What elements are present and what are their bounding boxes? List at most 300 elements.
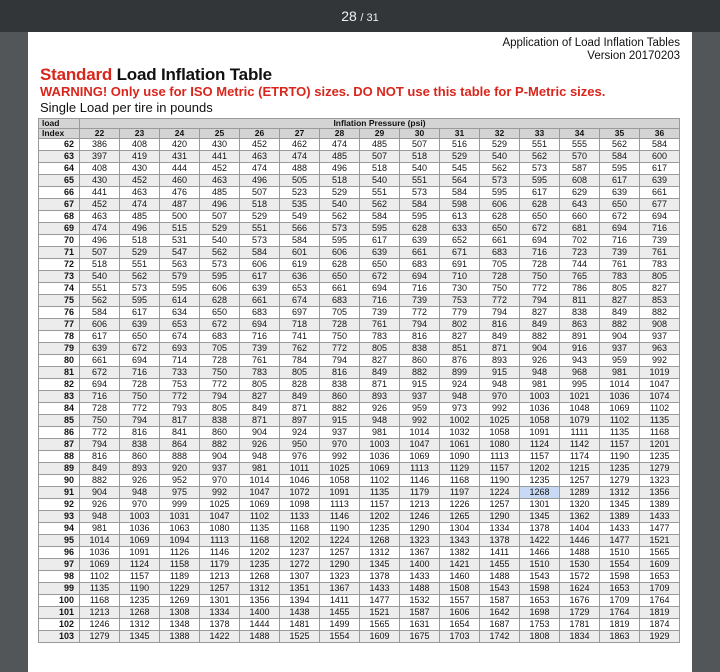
load-value-cell[interactable]: 1102 [600,415,640,427]
load-value-cell[interactable]: 783 [600,271,640,283]
load-value-cell[interactable]: 1781 [560,619,600,631]
load-value-cell[interactable]: 750 [320,331,360,343]
load-value-cell[interactable]: 1279 [80,631,120,643]
load-value-cell[interactable]: 595 [360,223,400,235]
load-value-cell[interactable]: 500 [160,211,200,223]
load-value-cell[interactable]: 871 [280,403,320,415]
load-value-cell[interactable]: 584 [640,139,680,151]
load-value-cell[interactable]: 628 [520,199,560,211]
load-value-cell[interactable]: 1764 [640,595,680,607]
load-value-cell[interactable]: 1124 [120,559,160,571]
load-value-cell[interactable]: 1268 [520,487,560,499]
load-value-cell[interactable]: 1290 [320,559,360,571]
load-value-cell[interactable]: 639 [120,319,160,331]
load-value-cell[interactable]: 1320 [560,499,600,511]
load-value-cell[interactable]: 920 [160,463,200,475]
load-value-cell[interactable]: 1356 [240,595,280,607]
load-value-cell[interactable]: 1224 [480,487,520,499]
load-value-cell[interactable]: 1675 [400,631,440,643]
load-value-cell[interactable]: 617 [640,163,680,175]
load-value-cell[interactable]: 1257 [200,583,240,595]
load-value-cell[interactable]: 802 [440,319,480,331]
load-value-cell[interactable]: 444 [160,163,200,175]
load-value-cell[interactable]: 1237 [280,547,320,559]
load-value-cell[interactable]: 1202 [520,463,560,475]
load-value-cell[interactable]: 1312 [120,619,160,631]
load-value-cell[interactable]: 1157 [480,463,520,475]
load-value-cell[interactable]: 1687 [480,619,520,631]
load-value-cell[interactable]: 601 [280,247,320,259]
load-value-cell[interactable]: 683 [200,331,240,343]
load-value-cell[interactable]: 1400 [400,559,440,571]
load-value-cell[interactable]: 827 [600,295,640,307]
load-value-cell[interactable]: 1031 [160,511,200,523]
load-value-cell[interactable]: 992 [200,487,240,499]
load-value-cell[interactable]: 716 [600,235,640,247]
load-value-cell[interactable]: 540 [320,199,360,211]
load-value-cell[interactable]: 750 [520,271,560,283]
load-value-cell[interactable]: 485 [200,187,240,199]
load-value-cell[interactable]: 1565 [640,547,680,559]
load-value-cell[interactable]: 897 [280,415,320,427]
load-value-cell[interactable]: 948 [80,511,120,523]
load-value-cell[interactable]: 1642 [480,607,520,619]
load-value-cell[interactable]: 584 [400,199,440,211]
load-value-cell[interactable]: 619 [280,259,320,271]
load-value-cell[interactable]: 1157 [520,451,560,463]
load-value-cell[interactable]: 672 [120,343,160,355]
load-value-cell[interactable]: 702 [560,235,600,247]
load-value-cell[interactable]: 579 [160,271,200,283]
load-value-cell[interactable]: 617 [80,331,120,343]
load-value-cell[interactable]: 1124 [520,439,560,451]
load-value-cell[interactable]: 463 [80,211,120,223]
load-value-cell[interactable]: 1466 [520,547,560,559]
load-value-cell[interactable]: 672 [600,211,640,223]
load-value-cell[interactable]: 876 [440,355,480,367]
load-value-cell[interactable]: 1080 [200,523,240,535]
load-value-cell[interactable]: 694 [360,283,400,295]
load-value-cell[interactable]: 959 [400,403,440,415]
load-value-cell[interactable]: 1202 [280,535,320,547]
load-value-cell[interactable]: 570 [560,151,600,163]
load-value-cell[interactable]: 408 [80,163,120,175]
load-value-cell[interactable]: 529 [320,187,360,199]
load-value-cell[interactable]: 1362 [560,511,600,523]
load-value-cell[interactable]: 1157 [120,571,160,583]
load-value-cell[interactable]: 827 [360,355,400,367]
load-value-cell[interactable]: 1257 [320,547,360,559]
load-value-cell[interactable]: 677 [640,199,680,211]
load-value-cell[interactable]: 551 [360,187,400,199]
load-value-cell[interactable]: 518 [320,175,360,187]
load-value-cell[interactable]: 1268 [120,607,160,619]
load-value-cell[interactable]: 496 [200,199,240,211]
load-value-cell[interactable]: 661 [400,247,440,259]
load-value-cell[interactable]: 694 [640,211,680,223]
load-value-cell[interactable]: 860 [320,391,360,403]
load-value-cell[interactable]: 430 [120,163,160,175]
load-value-cell[interactable]: 1508 [440,583,480,595]
load-value-cell[interactable]: 652 [440,235,480,247]
load-value-cell[interactable]: 1382 [440,547,480,559]
load-value-cell[interactable]: 595 [400,211,440,223]
load-value-cell[interactable]: 1481 [280,619,320,631]
load-value-cell[interactable]: 937 [320,427,360,439]
load-value-cell[interactable]: 1334 [480,523,520,535]
load-value-cell[interactable]: 1235 [600,463,640,475]
load-value-cell[interactable]: 573 [400,187,440,199]
load-value-cell[interactable]: 452 [80,199,120,211]
load-value-cell[interactable]: 741 [280,331,320,343]
load-value-cell[interactable]: 739 [600,247,640,259]
load-value-cell[interactable]: 1334 [200,607,240,619]
load-value-cell[interactable]: 772 [520,283,560,295]
load-value-cell[interactable]: 733 [160,367,200,379]
load-value-cell[interactable]: 529 [200,223,240,235]
load-value-cell[interactable]: 1036 [120,523,160,535]
load-value-cell[interactable]: 563 [160,259,200,271]
load-value-cell[interactable]: 811 [560,295,600,307]
load-value-cell[interactable]: 728 [120,379,160,391]
load-value-cell[interactable]: 507 [400,139,440,151]
load-value-cell[interactable]: 1113 [320,499,360,511]
load-value-cell[interactable]: 1455 [320,607,360,619]
load-value-cell[interactable]: 761 [640,247,680,259]
load-value-cell[interactable]: 1345 [360,559,400,571]
load-value-cell[interactable]: 871 [240,415,280,427]
load-value-cell[interactable]: 496 [320,163,360,175]
load-value-cell[interactable]: 1098 [280,499,320,511]
load-value-cell[interactable]: 584 [280,235,320,247]
load-value-cell[interactable]: 926 [360,403,400,415]
load-value-cell[interactable]: 697 [280,307,320,319]
load-value-cell[interactable]: 1312 [360,547,400,559]
load-value-cell[interactable]: 816 [480,319,520,331]
load-value-cell[interactable]: 562 [480,163,520,175]
load-value-cell[interactable]: 1229 [160,583,200,595]
load-value-cell[interactable]: 1438 [280,607,320,619]
load-value-cell[interactable]: 1102 [640,403,680,415]
load-value-cell[interactable]: 1510 [520,559,560,571]
load-value-cell[interactable]: 1135 [640,415,680,427]
load-value-cell[interactable]: 1072 [280,487,320,499]
load-value-cell[interactable]: 1113 [480,451,520,463]
load-value-cell[interactable]: 981 [520,379,560,391]
load-value-cell[interactable]: 628 [480,211,520,223]
load-value-cell[interactable]: 1025 [320,463,360,475]
load-value-cell[interactable]: 1477 [600,535,640,547]
load-value-cell[interactable]: 515 [160,223,200,235]
load-value-cell[interactable]: 1587 [480,595,520,607]
load-value-cell[interactable]: 1433 [400,571,440,583]
load-value-cell[interactable]: 937 [640,331,680,343]
load-value-cell[interactable]: 1168 [280,523,320,535]
load-value-cell[interactable]: 1025 [200,499,240,511]
load-value-cell[interactable]: 992 [400,415,440,427]
load-value-cell[interactable]: 562 [360,199,400,211]
load-value-cell[interactable]: 606 [320,247,360,259]
load-value-cell[interactable]: 871 [480,343,520,355]
load-value-cell[interactable]: 816 [400,331,440,343]
load-value-cell[interactable]: 1102 [360,475,400,487]
load-value-cell[interactable]: 828 [280,379,320,391]
load-value-cell[interactable]: 540 [200,235,240,247]
load-value-cell[interactable]: 1168 [240,535,280,547]
load-value-cell[interactable]: 1074 [640,391,680,403]
load-value-cell[interactable]: 485 [360,139,400,151]
load-value-cell[interactable]: 1113 [400,463,440,475]
load-value-cell[interactable]: 1709 [600,595,640,607]
load-value-cell[interactable]: 566 [280,223,320,235]
load-value-cell[interactable]: 761 [240,355,280,367]
load-value-cell[interactable]: 1308 [160,607,200,619]
load-value-cell[interactable]: 1135 [600,427,640,439]
load-value-cell[interactable]: 1135 [240,523,280,535]
load-value-cell[interactable]: 1179 [400,487,440,499]
load-value-cell[interactable]: 816 [320,367,360,379]
load-value-cell[interactable]: 555 [560,139,600,151]
load-value-cell[interactable]: 1929 [640,631,680,643]
load-value-cell[interactable]: 683 [400,259,440,271]
load-value-cell[interactable]: 549 [280,211,320,223]
load-value-cell[interactable]: 1819 [640,607,680,619]
load-value-cell[interactable]: 1301 [200,595,240,607]
load-value-cell[interactable]: 849 [280,391,320,403]
load-value-cell[interactable]: 1304 [440,523,480,535]
load-value-cell[interactable]: 1394 [280,595,320,607]
load-value-cell[interactable]: 674 [280,295,320,307]
load-value-cell[interactable]: 1598 [520,583,560,595]
load-value-cell[interactable]: 1268 [360,535,400,547]
load-value-cell[interactable]: 562 [600,139,640,151]
current-page[interactable]: 28 [341,8,357,24]
load-value-cell[interactable]: 1742 [480,631,520,643]
load-value-cell[interactable]: 1102 [240,511,280,523]
load-value-cell[interactable]: 1025 [480,415,520,427]
load-value-cell[interactable]: 1388 [160,631,200,643]
load-value-cell[interactable]: 1174 [560,451,600,463]
load-value-cell[interactable]: 805 [360,343,400,355]
load-value-cell[interactable]: 864 [160,439,200,451]
load-value-cell[interactable]: 1257 [560,475,600,487]
load-value-cell[interactable]: 992 [480,403,520,415]
load-value-cell[interactable]: 981 [80,523,120,535]
load-value-cell[interactable]: 485 [120,211,160,223]
load-value-cell[interactable]: 1235 [640,451,680,463]
load-value-cell[interactable]: 496 [120,223,160,235]
load-value-cell[interactable]: 948 [520,367,560,379]
load-value-cell[interactable]: 529 [440,151,480,163]
load-value-cell[interactable]: 694 [240,319,280,331]
load-value-cell[interactable]: 1554 [320,631,360,643]
load-value-cell[interactable]: 915 [320,415,360,427]
load-value-cell[interactable]: 1102 [80,571,120,583]
load-value-cell[interactable]: 705 [320,307,360,319]
load-value-cell[interactable]: 430 [80,175,120,187]
load-value-cell[interactable]: 1003 [360,439,400,451]
load-value-cell[interactable]: 948 [480,379,520,391]
load-value-cell[interactable]: 643 [560,199,600,211]
load-value-cell[interactable]: 1863 [600,631,640,643]
load-value-cell[interactable]: 1047 [200,511,240,523]
load-value-cell[interactable]: 463 [120,187,160,199]
load-value-cell[interactable]: 882 [400,367,440,379]
load-value-cell[interactable]: 1676 [560,595,600,607]
load-value-cell[interactable]: 545 [440,163,480,175]
load-value-cell[interactable]: 882 [520,331,560,343]
load-value-cell[interactable]: 1446 [560,535,600,547]
load-value-cell[interactable]: 474 [320,139,360,151]
load-value-cell[interactable]: 772 [120,403,160,415]
load-value-cell[interactable]: 595 [600,163,640,175]
load-value-cell[interactable]: 487 [160,199,200,211]
load-value-cell[interactable]: 476 [160,187,200,199]
load-value-cell[interactable]: 739 [240,343,280,355]
load-value-cell[interactable]: 1477 [640,523,680,535]
load-value-cell[interactable]: 671 [440,247,480,259]
load-value-cell[interactable]: 860 [400,355,440,367]
load-value-cell[interactable]: 959 [600,355,640,367]
load-value-cell[interactable]: 551 [80,283,120,295]
load-value-cell[interactable]: 1290 [400,523,440,535]
load-value-cell[interactable]: 531 [160,235,200,247]
load-value-cell[interactable]: 636 [280,271,320,283]
load-value-cell[interactable]: 474 [240,163,280,175]
load-value-cell[interactable]: 1036 [600,391,640,403]
load-value-cell[interactable]: 1433 [600,523,640,535]
load-value-cell[interactable]: 639 [640,175,680,187]
load-value-cell[interactable]: 595 [520,175,560,187]
load-value-cell[interactable]: 628 [320,259,360,271]
load-value-cell[interactable]: 463 [240,151,280,163]
load-value-cell[interactable]: 948 [440,391,480,403]
load-value-cell[interactable]: 1213 [400,499,440,511]
load-value-cell[interactable]: 710 [440,271,480,283]
load-value-cell[interactable]: 584 [80,307,120,319]
load-value-cell[interactable]: 452 [120,175,160,187]
load-value-cell[interactable]: 1246 [80,619,120,631]
load-value-cell[interactable]: 562 [120,271,160,283]
load-value-cell[interactable]: 1202 [240,547,280,559]
load-value-cell[interactable]: 805 [280,367,320,379]
load-value-cell[interactable]: 1521 [360,607,400,619]
load-value-cell[interactable]: 904 [240,427,280,439]
load-value-cell[interactable]: 540 [480,151,520,163]
load-value-cell[interactable]: 805 [640,271,680,283]
load-value-cell[interactable]: 452 [240,139,280,151]
load-value-cell[interactable]: 523 [280,187,320,199]
load-value-cell[interactable]: 584 [600,151,640,163]
load-value-cell[interactable]: 750 [200,367,240,379]
load-value-cell[interactable]: 1111 [560,427,600,439]
load-value-cell[interactable]: 1488 [240,631,280,643]
load-value-cell[interactable]: 794 [400,319,440,331]
load-value-cell[interactable]: 1703 [440,631,480,643]
load-value-cell[interactable]: 1290 [480,511,520,523]
load-value-cell[interactable]: 452 [200,163,240,175]
load-value-cell[interactable]: 794 [320,355,360,367]
load-value-cell[interactable]: 1091 [120,547,160,559]
load-value-cell[interactable]: 1345 [120,631,160,643]
load-value-cell[interactable]: 1530 [560,559,600,571]
load-value-cell[interactable]: 584 [240,247,280,259]
load-value-cell[interactable]: 474 [80,223,120,235]
load-value-cell[interactable]: 716 [80,391,120,403]
load-value-cell[interactable]: 617 [520,187,560,199]
load-value-cell[interactable]: 1021 [560,391,600,403]
load-value-cell[interactable]: 694 [80,379,120,391]
load-value-cell[interactable]: 899 [440,367,480,379]
load-value-cell[interactable]: 1444 [240,619,280,631]
load-value-cell[interactable]: 562 [320,211,360,223]
load-value-cell[interactable]: 1312 [600,487,640,499]
load-value-cell[interactable]: 1356 [640,487,680,499]
load-value-cell[interactable]: 1047 [400,439,440,451]
load-value-cell[interactable]: 1268 [240,571,280,583]
load-value-cell[interactable]: 1058 [480,427,520,439]
load-value-cell[interactable]: 1257 [480,499,520,511]
load-value-cell[interactable]: 714 [160,355,200,367]
load-value-cell[interactable]: 1606 [440,607,480,619]
load-value-cell[interactable]: 1378 [360,571,400,583]
load-value-cell[interactable]: 948 [360,415,400,427]
load-value-cell[interactable]: 1367 [320,583,360,595]
load-value-cell[interactable]: 573 [520,163,560,175]
load-value-cell[interactable]: 1246 [400,511,440,523]
load-value-cell[interactable]: 1069 [600,403,640,415]
load-value-cell[interactable]: 606 [200,283,240,295]
load-value-cell[interactable]: 562 [200,247,240,259]
load-value-cell[interactable]: 827 [440,331,480,343]
load-value-cell[interactable]: 540 [400,163,440,175]
load-value-cell[interactable]: 1411 [480,547,520,559]
load-value-cell[interactable]: 1433 [360,583,400,595]
load-value-cell[interactable]: 529 [240,211,280,223]
load-value-cell[interactable]: 783 [360,331,400,343]
load-value-cell[interactable]: 992 [320,451,360,463]
load-value-cell[interactable]: 882 [640,307,680,319]
load-value-cell[interactable]: 841 [160,427,200,439]
load-value-cell[interactable]: 1631 [400,619,440,631]
load-value-cell[interactable]: 705 [480,259,520,271]
load-value-cell[interactable]: 995 [560,379,600,391]
load-value-cell[interactable]: 617 [360,235,400,247]
load-value-cell[interactable]: 1069 [120,535,160,547]
load-value-cell[interactable]: 507 [200,211,240,223]
load-value-cell[interactable]: 1557 [440,595,480,607]
load-value-cell[interactable]: 650 [520,211,560,223]
load-value-cell[interactable]: 891 [560,331,600,343]
load-value-cell[interactable]: 728 [80,403,120,415]
load-value-cell[interactable]: 1157 [600,439,640,451]
load-value-cell[interactable]: 739 [640,235,680,247]
load-value-cell[interactable]: 547 [160,247,200,259]
load-value-cell[interactable]: 681 [560,223,600,235]
load-value-cell[interactable]: 507 [240,187,280,199]
load-value-cell[interactable]: 1422 [520,535,560,547]
load-value-cell[interactable]: 441 [80,187,120,199]
load-value-cell[interactable]: 660 [560,211,600,223]
load-value-cell[interactable]: 551 [120,259,160,271]
load-value-cell[interactable]: 863 [560,319,600,331]
load-value-cell[interactable]: 595 [320,235,360,247]
load-value-cell[interactable]: 1488 [400,583,440,595]
page-counter[interactable] [0,8,720,24]
load-value-cell[interactable]: 853 [640,295,680,307]
load-value-cell[interactable]: 1764 [600,607,640,619]
load-value-cell[interactable]: 761 [600,259,640,271]
